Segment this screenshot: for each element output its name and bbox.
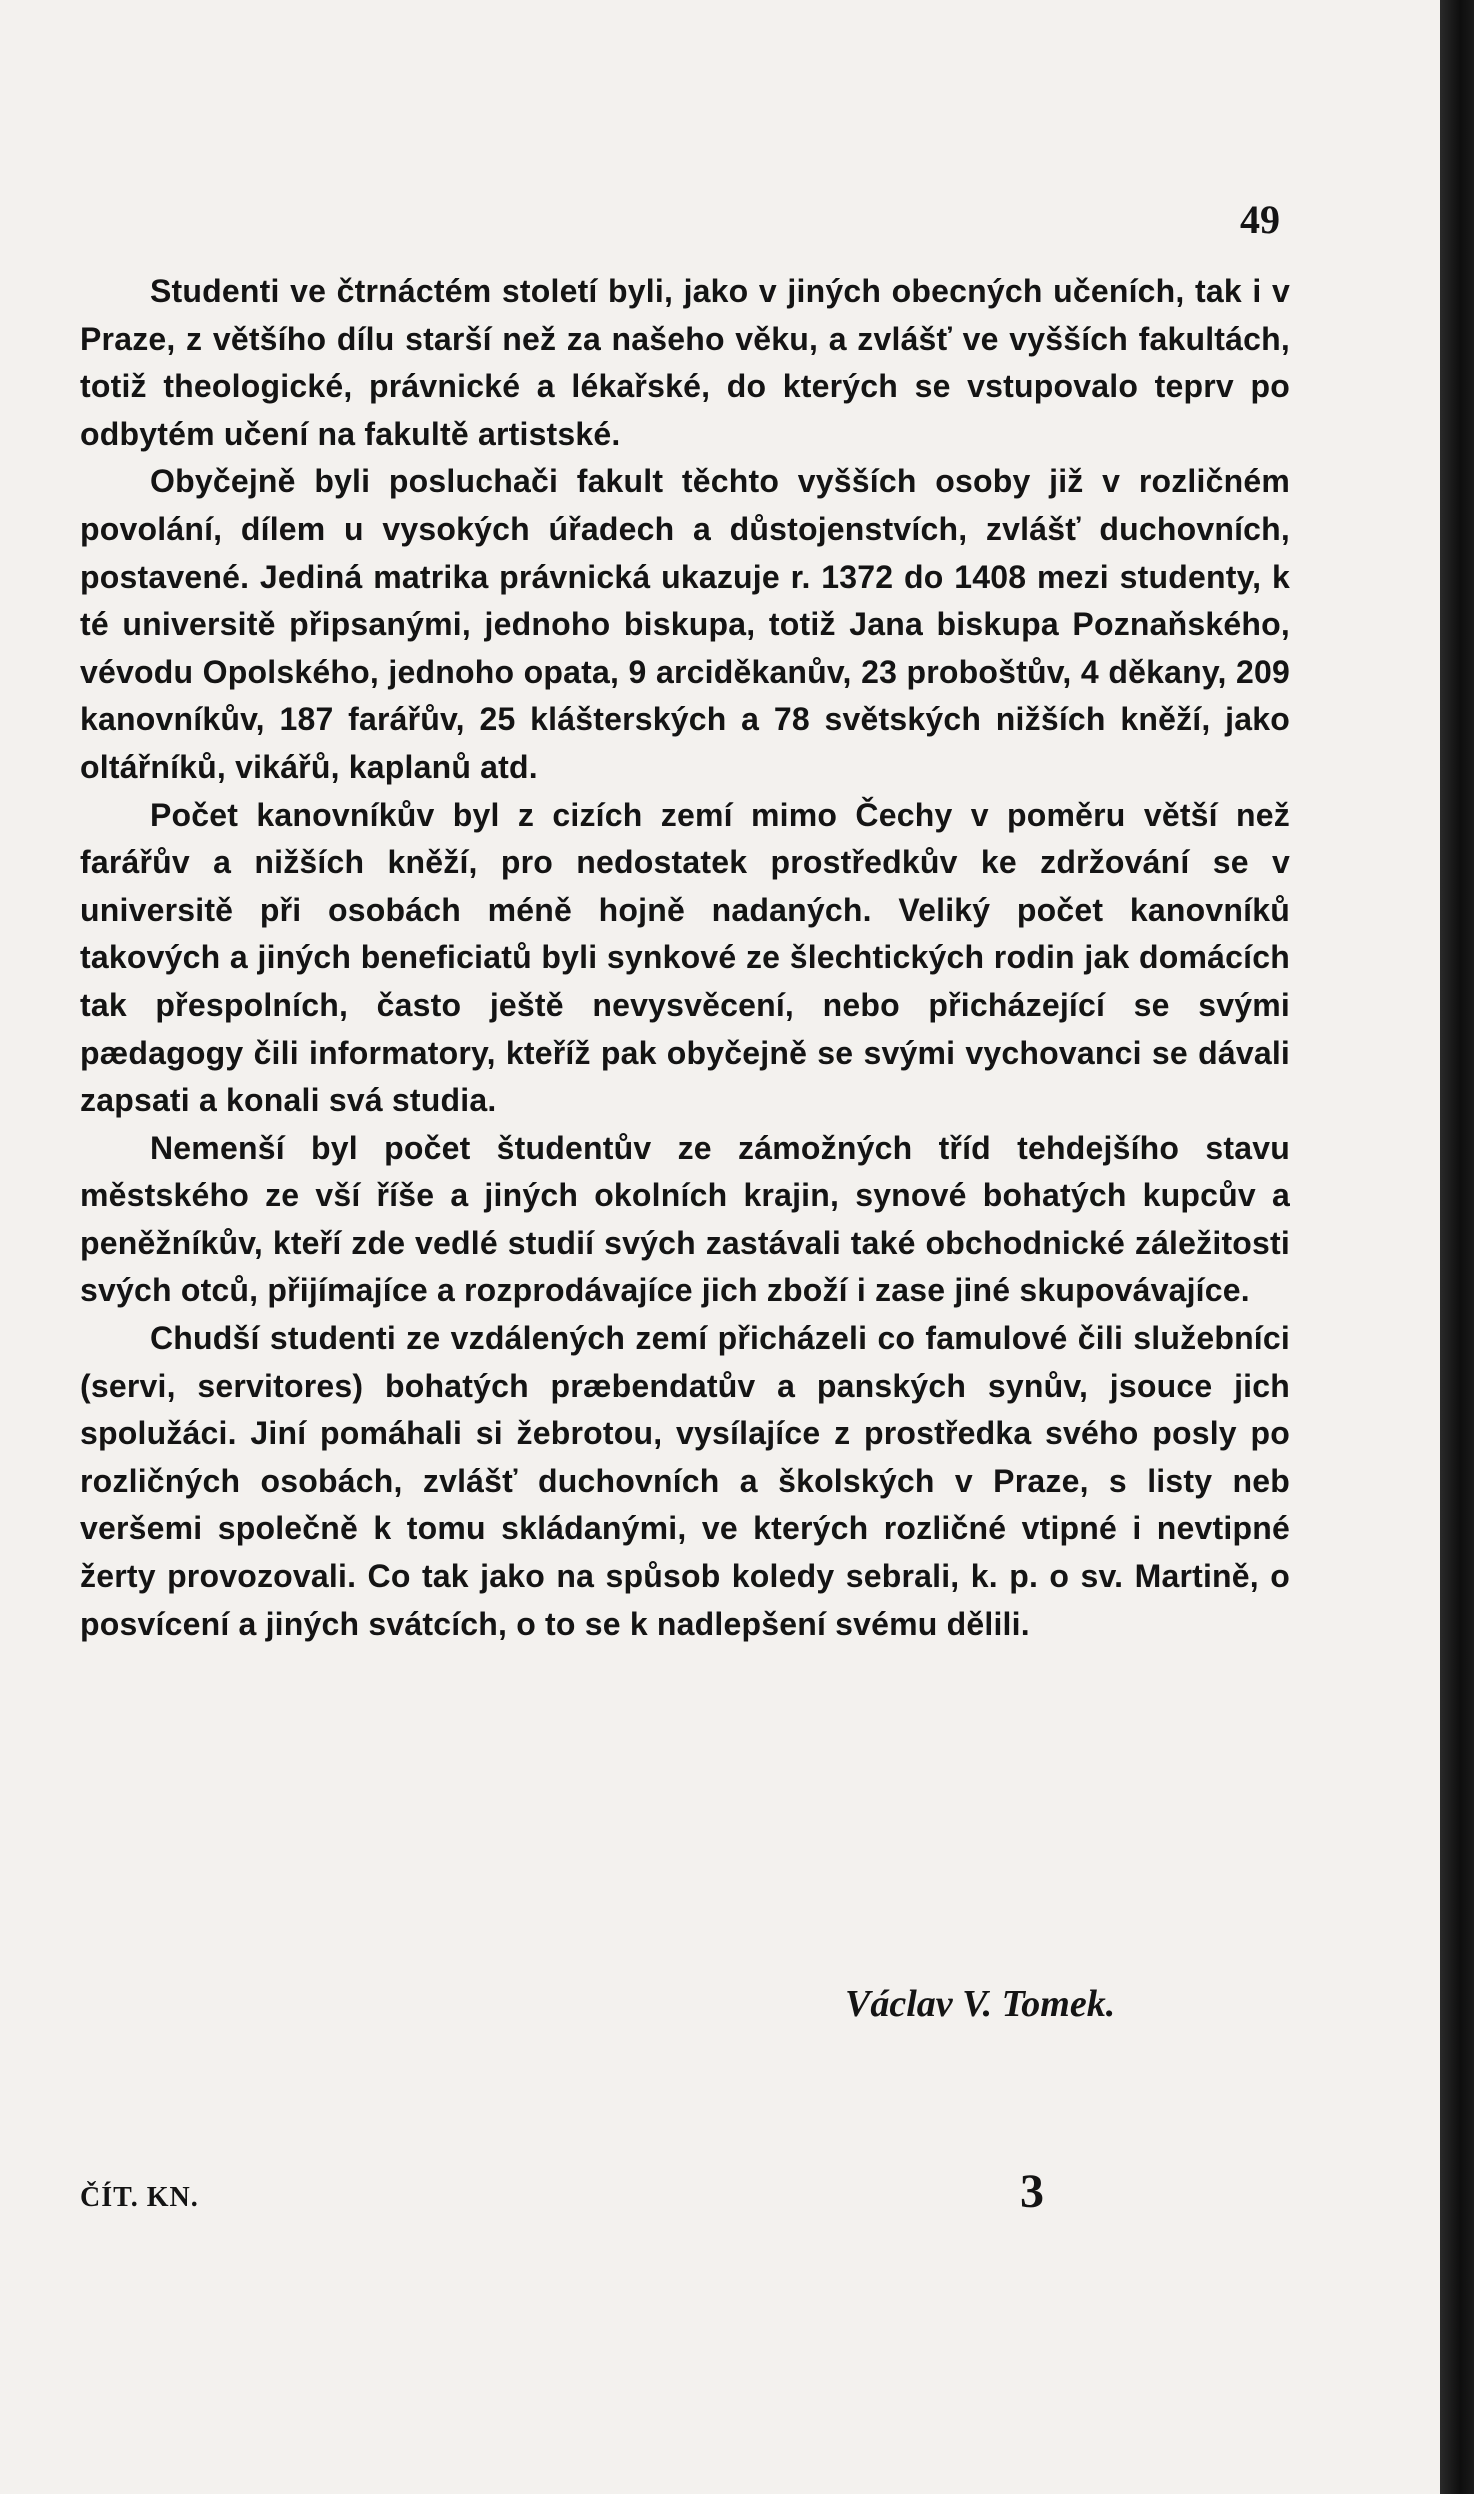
author-signature: Václav V. Tomek.: [845, 1983, 1116, 2025]
signature-sheet-number: 3: [1020, 2165, 1044, 2218]
article-body: [80, 268, 1290, 1648]
scan-edge: [1440, 0, 1474, 2494]
paragraph: Nemenší byl počet študentův ze zámožných tříd tehdejšího stavu městského ze vší říše a jiných okolních krajin, synové bohatých kupcův a peněžníkův, kteří zde vedlé studií svých zastávali také obchodnické záležitosti svých otců, přijímajíce a rozprodávajíce jich zboží i zase jiné skupovávajíce.: [80, 1129, 1290, 1309]
page-number: 49: [1240, 197, 1280, 242]
paragraph: Chudší studenti ze vzdálených zemí přicházeli co famulové čili služebníci (servi, servitores) bohatých præbendatův a panských synův, jsouce jich spolužáci. Jiní pomáhali si žebrotou, vysílajíce z prostředka svého posly po rozličných osobách, zvlášť duchovních a školských v Praze, s listy neb veršemi společně k tomu skládanými, ve kterých rozličné vtipné i nevtipné žerty provozovali. Co tak jako na spůsob koledy sebrali, k. p. o sv. Martině, o posvícení a jiných svátcích, o to se k nadlepšení svému dělili.: [80, 1320, 1290, 1642]
footer-mark: ČÍT. KN.: [80, 2182, 199, 2213]
paragraph: Počet kanovníkův byl z cizích zemí mimo Čechy v poměru větší než farářův a nižších kněží, pro nedostatek prostředkův ke zdržování se v universitě při osobách méně hojně nadaných. Veliký počet kanovníků takových a jiných beneficiatů byli synkové ze šlechtických rodin jak domácích tak přespolních, často ještě nevysvěcení, nebo přicházející se svými pædagogy čili informatory, kteříž pak obyčejně se svými vychovanci se dávali zapsati a konali svá studia.: [80, 796, 1290, 1119]
paragraph: Studenti ve čtrnáctém století byli, jako v jiných obecných učeních, tak i v Praze, z většího dílu starší než za našeho věku, a zvlášť ve vyšších fakultách, totiž theologické, právnické a lékařské, do kterých se vstupovalo teprv po odbytém učení na fakultě artistské.: [80, 273, 1290, 452]
paragraph: Obyčejně byli posluchači fakult těchto vyšších osoby již v rozličném povolání, dílem u vysokých úřadech a důstojenstvích, zvlášť duchovních, postavené. Jediná matrika právnická ukazuje r. 1372 do 1408 mezi studenty, k té universitě připsanými, jednoho biskupa, totiž Jana biskupa Poznaňského, vévodu Opolského, jednoho opata, 9 arciděkanův, 23 proboštův, 4 děkany, 209 kanovníkův, 187 farářův, 25 klášterských a 78 světských nižších kněží, jako oltářníků, vikářů, kaplanů atd.: [80, 463, 1290, 785]
